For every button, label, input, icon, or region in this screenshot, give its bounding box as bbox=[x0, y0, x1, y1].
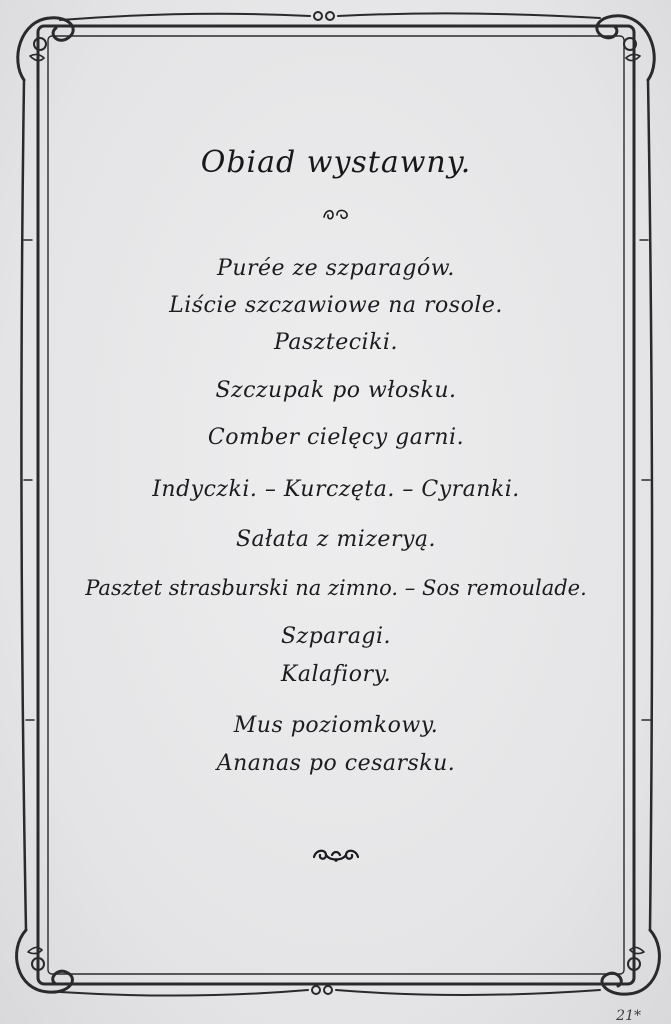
menu-item: Paszteciki. bbox=[274, 330, 398, 355]
menu-item: Purée ze szparagów. bbox=[217, 256, 455, 281]
menu-content bbox=[60, 0, 612, 1024]
menu-item: Comber cielęcy garni. bbox=[207, 425, 465, 450]
menu-item: Liście szczawiowe na rosole. bbox=[169, 293, 503, 318]
swirl-ornament-icon bbox=[321, 205, 351, 225]
menu-item: Szczupak po włosku. bbox=[215, 378, 457, 403]
menu-item: Szparagi. bbox=[280, 624, 392, 649]
menu-item: Mus poziomkowy. bbox=[233, 713, 439, 738]
menu-item: Indyczki. – Kurczęta. – Cyranki. bbox=[152, 477, 520, 502]
flourish-ornament-icon bbox=[310, 843, 362, 867]
menu-item: Kalafiory. bbox=[280, 662, 392, 687]
menu-item: Pasztet strasburski na zimno. – Sos remoulade. bbox=[85, 576, 587, 600]
menu-title: Obiad wystawny. bbox=[200, 145, 472, 180]
menu-item: Ananas po cesarsku. bbox=[216, 751, 456, 776]
page-number: 21* bbox=[616, 1008, 641, 1024]
menu-item: Sałata z mizeryą. bbox=[235, 527, 437, 552]
